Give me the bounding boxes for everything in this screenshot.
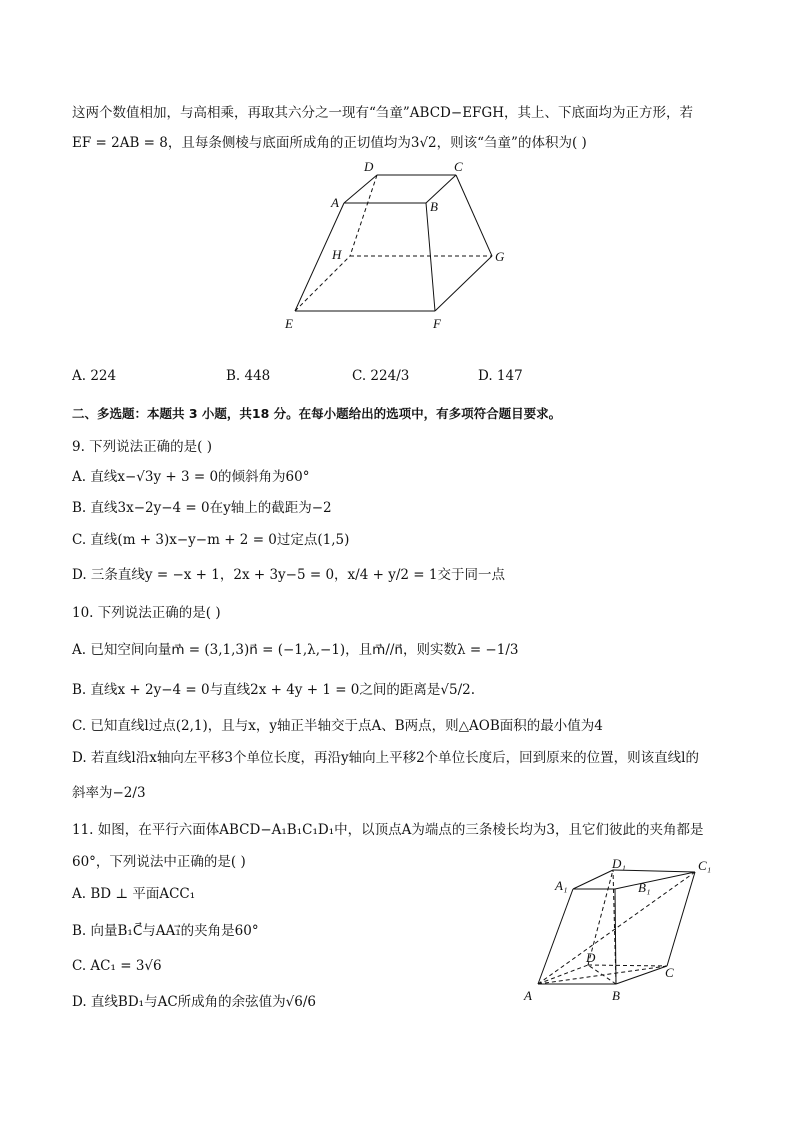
- parallelepiped-figure: [520, 852, 720, 1008]
- q8-stem-line2: EF = 2AB = 8，且每条侧棱与底面所成角的正切值均为3√2，则该“刍童”的体积为( ): [72, 135, 587, 151]
- q11-stem-line2: 60°，下列说法中正确的是( ): [72, 854, 246, 870]
- q9-option-a[interactable]: A. 直线x−√3y + 3 = 0的倾斜角为60°: [72, 469, 310, 485]
- frustum-label-a: A: [331, 195, 339, 210]
- q10-option-d[interactable]: D. 若直线l沿x轴向左平移3个单位长度，再沿y轴向上平移2个单位长度后，回到原来的位置，则该直线l的: [72, 750, 699, 766]
- q8-option-c[interactable]: C. 224/3: [352, 368, 410, 384]
- prism-label-a1: A₁: [555, 878, 568, 893]
- q10-option-c[interactable]: C. 已知直线l过点(2,1)，且与x，y轴正半轴交于点A、B两点，则△AOB面积的最小值为4: [72, 718, 603, 734]
- frustum-label-f: F: [433, 316, 441, 331]
- frustum-label-b: B: [430, 199, 438, 214]
- q8-stem-line1: 这两个数值相加，与高相乘，再取其六分之一现有“刍童”ABCD−EFGH，其上、下底面均为正方形，若: [72, 105, 693, 121]
- q8-option-d[interactable]: D. 147: [478, 368, 523, 384]
- q9-option-c[interactable]: C. 直线(m + 3)x−y−m + 2 = 0过定点(1,5): [72, 532, 350, 548]
- prism-label-d1: D₁: [612, 856, 626, 871]
- q9-stem: 9. 下列说法正确的是( ): [72, 439, 212, 455]
- q9-option-b[interactable]: B. 直线3x−2y−4 = 0在y轴上的截距为−2: [72, 500, 332, 516]
- q10-option-a[interactable]: A. 已知空间向量m⃗ = (3,1,3)n⃗ = (−1,λ,−1)，且m⃗//n⃗，则实数λ = −1/3: [72, 642, 519, 658]
- frustum-figure: [280, 155, 520, 335]
- prism-label-b1: B₁: [638, 880, 651, 895]
- prism-label-c1: C₁: [698, 858, 712, 873]
- q10-option-d-cont: 斜率为−2/3: [72, 785, 146, 801]
- section-2-heading: 二、多选题：本题共 3 小题，共18 分。在每小题给出的选项中，有多项符合题目要求。: [72, 406, 562, 421]
- q11-option-d[interactable]: D. 直线BD₁与AC所成角的余弦值为√6/6: [72, 994, 316, 1010]
- prism-label-b: B: [612, 988, 620, 1003]
- q8-option-b[interactable]: B. 448: [226, 368, 271, 384]
- q11-option-a[interactable]: A. BD ⊥ 平面ACC₁: [72, 886, 196, 902]
- frustum-label-e: E: [285, 316, 293, 331]
- prism-label-a: A: [524, 988, 532, 1003]
- frustum-label-c: C: [454, 159, 463, 174]
- prism-label-c: C: [665, 965, 674, 980]
- frustum-label-d: D: [364, 159, 374, 174]
- frustum-label-h: H: [332, 247, 342, 262]
- frustum-label-g: G: [495, 249, 505, 264]
- q11-stem-line1: 11. 如图，在平行六面体ABCD−A₁B₁C₁D₁中，以顶点A为端点的三条棱长均为3，且它们彼此的夹角都是: [72, 822, 704, 838]
- q10-stem: 10. 下列说法正确的是( ): [72, 605, 221, 621]
- q9-option-d[interactable]: D. 三条直线y = −x + 1，2x + 3y−5 = 0，x/4 + y/2 = 1交于同一点: [72, 567, 505, 583]
- q8-option-a[interactable]: A. 224: [72, 368, 117, 384]
- prism-label-d: D: [586, 950, 596, 965]
- q11-option-b[interactable]: B. 向量B₁C⃗与AA₁⃗的夹角是60°: [72, 923, 259, 939]
- q10-option-b[interactable]: B. 直线x + 2y−4 = 0与直线2x + 4y + 1 = 0之间的距离是√5/2.: [72, 682, 476, 698]
- q11-option-c[interactable]: C. AC₁ = 3√6: [72, 958, 162, 974]
